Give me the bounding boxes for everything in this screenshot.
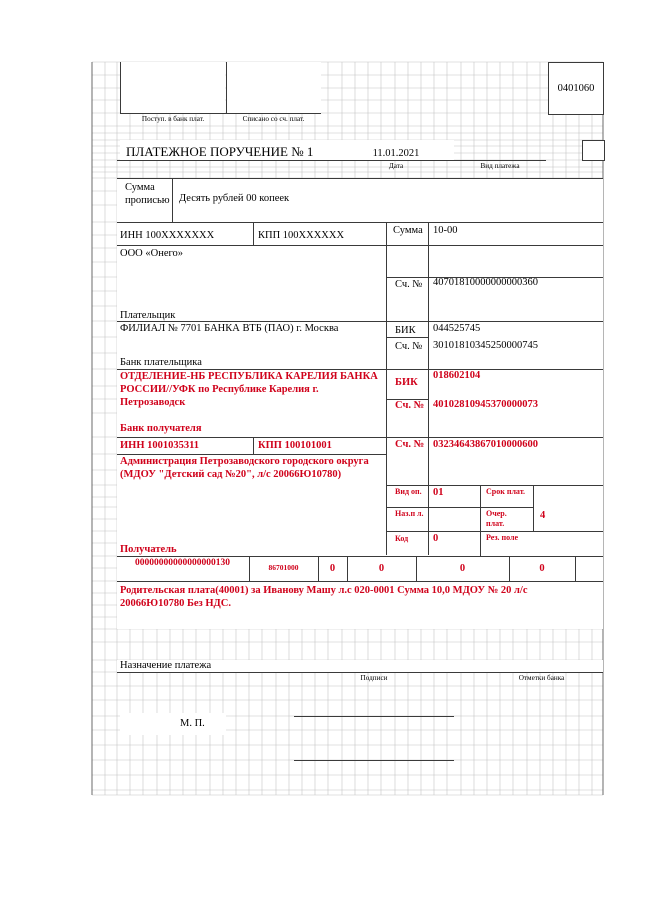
op-type-value: 01 [433,487,444,498]
tax-field-3: 0 [459,563,466,574]
payee-kpp: КПП 100101001 [258,440,332,451]
purpose-label: Назначение платежа [120,660,212,671]
payee-inn: ИНН 1001035311 [120,440,200,451]
amount-words-value: Десять рублей 00 копеек [179,193,290,204]
payee-bank-name: ОТДЕЛЕНИЕ-НБ РЕСПУБЛИКА КАРЕЛИЯ БАНКА РОССИИ//УФК по Республике Карелия г. Петрозаводск [120,371,378,408]
date-value: 11.01.2021 [372,148,420,159]
payer-inn: ИНН 100XXXXXXX [120,230,215,241]
stamp-label: М. П. [180,718,205,729]
payee-bank-account-label: Сч. № [395,400,425,411]
signatures-label: Подписи [360,674,388,682]
payee-bank-bik-label: БИК [395,377,418,388]
payer-label: Плательщик [120,310,176,321]
tax-field-1: 0 [329,563,336,574]
payee-bank-bik-value: 018602104 [433,370,481,381]
payer-kpp: КПП 100XXXXXX [258,230,345,241]
purpose-text: Родительская плата(40001) за Иванову Машу л.с 020-0001 Сумма 10,0 МДОУ № 20 л/с 20066Ю10780 Без НДС. [120,585,528,609]
debited-label: Списано со сч. плат. [242,115,305,123]
oktmo-value: 86701000 [268,563,299,572]
payer-bank-bik-label: БИК [395,325,416,336]
tax-field-4: 0 [539,563,545,574]
code-label: Код [395,534,409,543]
payee-account-value: 03234643867010000600 [433,439,538,450]
amount-words-label: Сумма прописью [125,182,170,206]
payee-bank-label: Банк получателя [120,423,202,434]
payment-kind-label: Вид платежа [480,162,520,170]
payee-label: Получатель [120,544,177,555]
kbk-value: 00000000000000000130 [135,558,230,568]
op-type-label: Вид оп. [395,487,422,496]
purpose-code-label: Наз.п л. [395,509,424,518]
payer-name: ООО «Онего» [120,248,184,259]
received-label: Поступ. в банк плат. [141,115,205,123]
bank-marks-label: Отметки банка [518,674,565,682]
payer-account-label: Сч. № [395,279,423,290]
payer-bank-account-value: 30101810345250000745 [433,340,538,351]
tax-field-2: 0 [378,563,385,574]
payer-bank-account-label: Сч. № [395,341,423,352]
payer-account-value: 40701810000000000360 [433,277,538,288]
code-value: 0 [433,533,439,544]
payer-amount-value: 10-00 [433,225,458,236]
page-title: ПЛАТЕЖНОЕ ПОРУЧЕНИЕ № 1 [126,144,314,159]
term-label: Срок плат. [486,487,526,496]
payer-amount-label: Сумма [393,225,423,236]
reserve-label: Рез. поле [486,533,519,542]
payer-bank-bik-value: 044525745 [433,323,481,334]
payer-bank-name: ФИЛИАЛ № 7701 БАНКА ВТБ (ПАО) г. Москва [120,323,339,334]
payer-bank-label: Банк плательщика [120,357,202,368]
okud-code: 0401060 [557,83,595,94]
priority-value: 4 [540,510,546,521]
date-label: Дата [388,162,404,170]
payee-account-label: Сч. № [395,439,425,450]
priority-label: Очер. плат. [486,509,507,528]
payee-name: Администрация Петрозаводского городского округа (МДОУ "Детский сад №20", л/с 20066Ю10780) [120,456,369,480]
payee-bank-account-value: 40102810945370000073 [433,399,538,410]
